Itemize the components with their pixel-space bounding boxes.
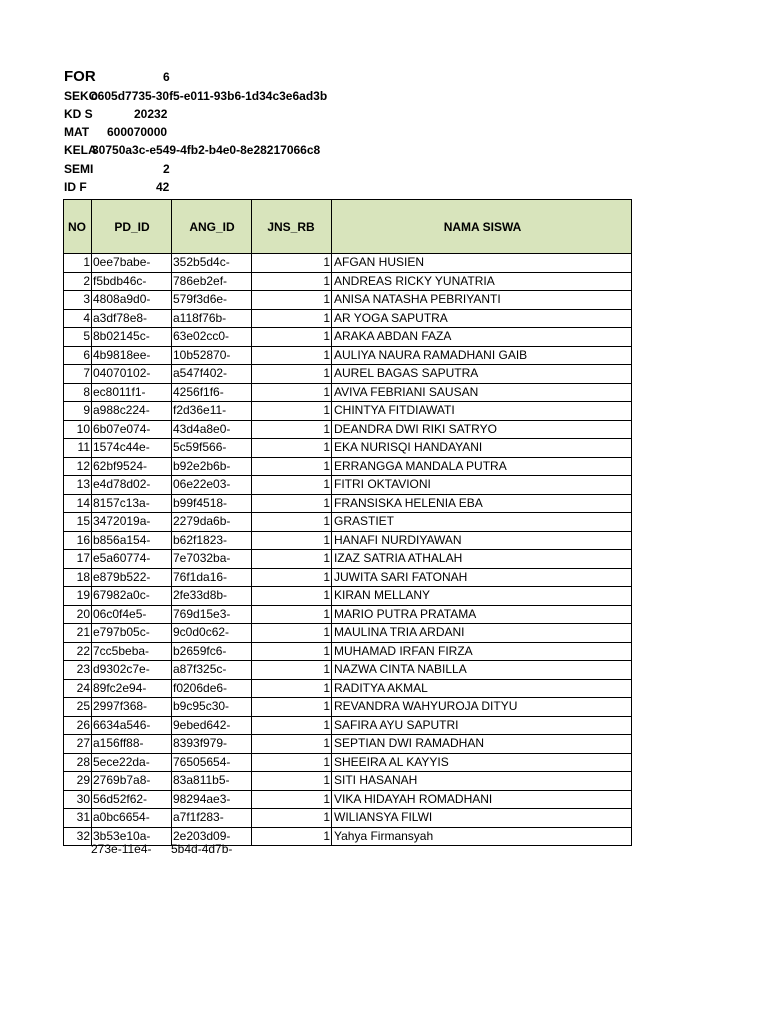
row-jns-rb: 1 [252, 587, 332, 606]
row-no: 27 [64, 735, 92, 754]
student-table [63, 199, 632, 846]
table-row [64, 457, 632, 476]
table-body [64, 254, 632, 846]
table-row [64, 809, 632, 828]
row-pd-id: 3472019a- [92, 513, 172, 532]
header-jns-rb: JNS_RB [252, 200, 332, 254]
row-jns-rb: 1 [252, 291, 332, 310]
row-nama-siswa: FRANSISKA HELENIA EBA [332, 494, 632, 513]
row-jns-rb: 1 [252, 735, 332, 754]
row-ang-id: b92e2b6b- [172, 457, 252, 476]
row-jns-rb: 1 [252, 365, 332, 384]
row-nama-siswa: WILIANSYA FILWI [332, 809, 632, 828]
row-ang-id: 769d15e3- [172, 605, 252, 624]
row-jns-rb: 1 [252, 661, 332, 680]
row-nama-siswa: IZAZ SATRIA ATHALAH [332, 550, 632, 569]
table-row [64, 439, 632, 458]
row-ang-id: 2fe33d8b- [172, 587, 252, 606]
kelas-value: 30750a3c-e549-4fb2-b4e0-8e28217066c8 [92, 143, 321, 157]
row-ang-id: b9c95c30- [172, 698, 252, 717]
row-no: 9 [64, 402, 92, 421]
header-no: NO [64, 200, 92, 254]
row-ang-id: 43d4a8e0- [172, 420, 252, 439]
row-no: 15 [64, 513, 92, 532]
row-pd-id: 06c0f4e5- [92, 605, 172, 624]
row-jns-rb: 1 [252, 402, 332, 421]
row-pd-id: a156ff88- [92, 735, 172, 754]
row-jns-rb: 1 [252, 494, 332, 513]
row-no: 18 [64, 568, 92, 587]
row-nama-siswa: VIKA HIDAYAH ROMADHANI [332, 790, 632, 809]
row-pd-id: 4b9818ee- [92, 346, 172, 365]
row-no: 6 [64, 346, 92, 365]
row-nama-siswa: SEPTIAN DWI RAMADHAN [332, 735, 632, 754]
row-no: 23 [64, 661, 92, 680]
row-jns-rb: 1 [252, 790, 332, 809]
table-row [64, 624, 632, 643]
row-jns-rb: 1 [252, 309, 332, 328]
row-jns-rb: 1 [252, 642, 332, 661]
row-pd-id: 2769b7a8- [92, 772, 172, 791]
row-pd-id: f5bdb46c- [92, 272, 172, 291]
row-no: 30 [64, 790, 92, 809]
row-no: 29 [64, 772, 92, 791]
row-nama-siswa: DEANDRA DWI RIKI SATRYO [332, 420, 632, 439]
row-nama-siswa: ANISA NATASHA PEBRIYANTI [332, 291, 632, 310]
row-nama-siswa: Yahya Firmansyah [332, 827, 632, 846]
row-jns-rb: 1 [252, 716, 332, 735]
table-row [64, 494, 632, 513]
row-jns-rb: 1 [252, 550, 332, 569]
table-row [64, 309, 632, 328]
row-nama-siswa: SAFIRA AYU SAPUTRI [332, 716, 632, 735]
row-pd-id: a988c224- [92, 402, 172, 421]
row-ang-id: 5c59f566- [172, 439, 252, 458]
row-jns-rb: 1 [252, 439, 332, 458]
row-ang-id: a118f76b- [172, 309, 252, 328]
row-no: 25 [64, 698, 92, 717]
id-value: 42 [156, 180, 170, 194]
row-pd-id: 6b07e074- [92, 420, 172, 439]
row-no: 7 [64, 365, 92, 384]
row-pd-id: 4808a9d0- [92, 291, 172, 310]
row-nama-siswa: EKA NURISQI HANDAYANI [332, 439, 632, 458]
header-pd-id: PD_ID [92, 200, 172, 254]
row-jns-rb: 1 [252, 328, 332, 347]
table-row [64, 587, 632, 606]
table-row [64, 291, 632, 310]
row-no: 28 [64, 753, 92, 772]
row-no: 21 [64, 624, 92, 643]
table-row [64, 753, 632, 772]
row-ang-id: 83a811b5- [172, 772, 252, 791]
row-pd-id: ec8011f1- [92, 383, 172, 402]
row-jns-rb: 1 [252, 254, 332, 273]
table-row [64, 605, 632, 624]
row-jns-rb: 1 [252, 679, 332, 698]
row-ang-id: 9ebed642- [172, 716, 252, 735]
row-nama-siswa: SHEEIRA AL KAYYIS [332, 753, 632, 772]
row-nama-siswa: SITI HASANAH [332, 772, 632, 791]
row-nama-siswa: RADITYA AKMAL [332, 679, 632, 698]
row-pd-id: 3b53e10a- [92, 827, 172, 846]
row-pd-id: 5ece22da- [92, 753, 172, 772]
id-label: ID F [64, 180, 87, 194]
row-nama-siswa: GRASTIET [332, 513, 632, 532]
table-row [64, 661, 632, 680]
row-pd-id: e797b05c- [92, 624, 172, 643]
row-pd-id: 8b02145c- [92, 328, 172, 347]
row-no: 1 [64, 254, 92, 273]
table-row [64, 365, 632, 384]
row-nama-siswa: NAZWA CINTA NABILLA [332, 661, 632, 680]
row-jns-rb: 1 [252, 272, 332, 291]
row-jns-rb: 1 [252, 568, 332, 587]
row-no: 22 [64, 642, 92, 661]
row-no: 24 [64, 679, 92, 698]
row-ang-id: 10b52870- [172, 346, 252, 365]
table-row [64, 402, 632, 421]
row-ang-id: 63e02cc0- [172, 328, 252, 347]
row-pd-id: 56d52f62- [92, 790, 172, 809]
sekolah-label: SEKO [64, 89, 99, 103]
row-ang-id: a547f402- [172, 365, 252, 384]
row-jns-rb: 1 [252, 753, 332, 772]
row-jns-rb: 1 [252, 624, 332, 643]
row-ang-id: 352b5d4c- [172, 254, 252, 273]
row-ang-id: b2659fc6- [172, 642, 252, 661]
table-row [64, 383, 632, 402]
row-jns-rb: 1 [252, 531, 332, 550]
row-jns-rb: 1 [252, 772, 332, 791]
table-row [64, 272, 632, 291]
row-nama-siswa: FITRI OKTAVIONI [332, 476, 632, 495]
table-row [64, 476, 632, 495]
row-ang-id: 76f1da16- [172, 568, 252, 587]
row-jns-rb: 1 [252, 476, 332, 495]
row-ang-id: a87f325c- [172, 661, 252, 680]
row-jns-rb: 1 [252, 698, 332, 717]
row-nama-siswa: MARIO PUTRA PRATAMA [332, 605, 632, 624]
form-value: 6 [163, 70, 170, 84]
row-nama-siswa: AR YOGA SAPUTRA [332, 309, 632, 328]
row-jns-rb: 1 [252, 346, 332, 365]
kd-label: KD S [64, 107, 93, 121]
row-no: 13 [64, 476, 92, 495]
kd-value: 20232 [134, 107, 168, 121]
row-pd-id: e879b522- [92, 568, 172, 587]
row-pd-id: e4d78d02- [92, 476, 172, 495]
row-nama-siswa: AUREL BAGAS SAPUTRA [332, 365, 632, 384]
row-nama-siswa: AVIVA FEBRIANI SAUSAN [332, 383, 632, 402]
row-jns-rb: 1 [252, 827, 332, 846]
row-nama-siswa: ERRANGGA MANDALA PUTRA [332, 457, 632, 476]
row-pd-id: 67982a0c- [92, 587, 172, 606]
row-no: 17 [64, 550, 92, 569]
row-pd-id: 6634a546- [92, 716, 172, 735]
row-no: 19 [64, 587, 92, 606]
table-row [64, 679, 632, 698]
table-row [64, 568, 632, 587]
kelas-label: KELA [64, 143, 97, 157]
row-nama-siswa: KIRAN MELLANY [332, 587, 632, 606]
row-nama-siswa: AULIYA NAURA RAMADHANI GAIB [332, 346, 632, 365]
row-pd-id: 1574c44e- [92, 439, 172, 458]
semester-label: SEMI [64, 162, 94, 176]
row-ang-id: b62f1823- [172, 531, 252, 550]
row-ang-id: 579f3d6e- [172, 291, 252, 310]
table-row [64, 772, 632, 791]
sekolah-value: c605d7735-30f5-e011-93b6-1d34c3e6ad3b [91, 89, 328, 103]
row-nama-siswa: HANAFI NURDIYAWAN [332, 531, 632, 550]
table-row [64, 698, 632, 717]
row-ang-id: f0206de6- [172, 679, 252, 698]
table-row [64, 790, 632, 809]
row-ang-id: 76505654- [172, 753, 252, 772]
table-row [64, 716, 632, 735]
row-no: 26 [64, 716, 92, 735]
mat-label: MAT [64, 125, 90, 139]
row-ang-id: a7f1f283- [172, 809, 252, 828]
row-no: 8 [64, 383, 92, 402]
row-pd-id: 89fc2e94- [92, 679, 172, 698]
row-no: 20 [64, 605, 92, 624]
row-ang-id: 2279da6b- [172, 513, 252, 532]
row-ang-id: 06e22e03- [172, 476, 252, 495]
table-row [64, 735, 632, 754]
table-row [64, 550, 632, 569]
row-pd-id: 04070102- [92, 365, 172, 384]
row-no: 3 [64, 291, 92, 310]
row-jns-rb: 1 [252, 809, 332, 828]
row-no: 16 [64, 531, 92, 550]
row-nama-siswa: CHINTYA FITDIAWATI [332, 402, 632, 421]
mat-value: 600070000 [107, 125, 168, 139]
overflow-pd: 273e-11e4- [91, 842, 152, 856]
header-nama-siswa: NAMA SISWA [332, 200, 632, 254]
row-nama-siswa: ARAKA ABDAN FAZA [332, 328, 632, 347]
row-jns-rb: 1 [252, 420, 332, 439]
row-no: 12 [64, 457, 92, 476]
row-jns-rb: 1 [252, 513, 332, 532]
table-row [64, 531, 632, 550]
row-no: 11 [64, 439, 92, 458]
row-no: 2 [64, 272, 92, 291]
row-ang-id: 4256f1f6- [172, 383, 252, 402]
row-no: 5 [64, 328, 92, 347]
row-no: 32 [64, 827, 92, 846]
row-ang-id: 98294ae3- [172, 790, 252, 809]
row-nama-siswa: AFGAN HUSIEN [332, 254, 632, 273]
row-nama-siswa: MUHAMAD IRFAN FIRZA [332, 642, 632, 661]
row-ang-id: f2d36e11- [172, 402, 252, 421]
row-ang-id: b99f4518- [172, 494, 252, 513]
table-row [64, 346, 632, 365]
row-ang-id: 2e203d09- [172, 827, 252, 846]
row-pd-id: a3df78e8- [92, 309, 172, 328]
row-ang-id: 7e7032ba- [172, 550, 252, 569]
row-ang-id: 786eb2ef- [172, 272, 252, 291]
row-nama-siswa: REVANDRA WAHYUROJA DITYU [332, 698, 632, 717]
row-nama-siswa: MAULINA TRIA ARDANI [332, 624, 632, 643]
row-nama-siswa: JUWITA SARI FATONAH [332, 568, 632, 587]
row-pd-id: b856a154- [92, 531, 172, 550]
row-pd-id: 62bf9524- [92, 457, 172, 476]
semester-value: 2 [163, 162, 170, 176]
row-pd-id: 0ee7babe- [92, 254, 172, 273]
form-label: FOR [64, 68, 96, 85]
header-ang-id: ANG_ID [172, 200, 252, 254]
row-pd-id: 7cc5beba- [92, 642, 172, 661]
table-row [64, 513, 632, 532]
row-jns-rb: 1 [252, 457, 332, 476]
overflow-ang: 5b4d-4d7b- [171, 842, 233, 856]
row-ang-id: 9c0d0c62- [172, 624, 252, 643]
row-no: 4 [64, 309, 92, 328]
table-row [64, 420, 632, 439]
row-pd-id: 8157c13a- [92, 494, 172, 513]
row-ang-id: 8393f979- [172, 735, 252, 754]
row-pd-id: a0bc6654- [92, 809, 172, 828]
table-header-row [64, 200, 632, 254]
row-pd-id: d9302c7e- [92, 661, 172, 680]
table-row [64, 328, 632, 347]
table-row [64, 642, 632, 661]
table-row [64, 254, 632, 273]
row-nama-siswa: ANDREAS RICKY YUNATRIA [332, 272, 632, 291]
row-jns-rb: 1 [252, 383, 332, 402]
row-no: 10 [64, 420, 92, 439]
row-jns-rb: 1 [252, 605, 332, 624]
row-no: 31 [64, 809, 92, 828]
row-pd-id: e5a60774- [92, 550, 172, 569]
row-no: 14 [64, 494, 92, 513]
row-pd-id: 2997f368- [92, 698, 172, 717]
